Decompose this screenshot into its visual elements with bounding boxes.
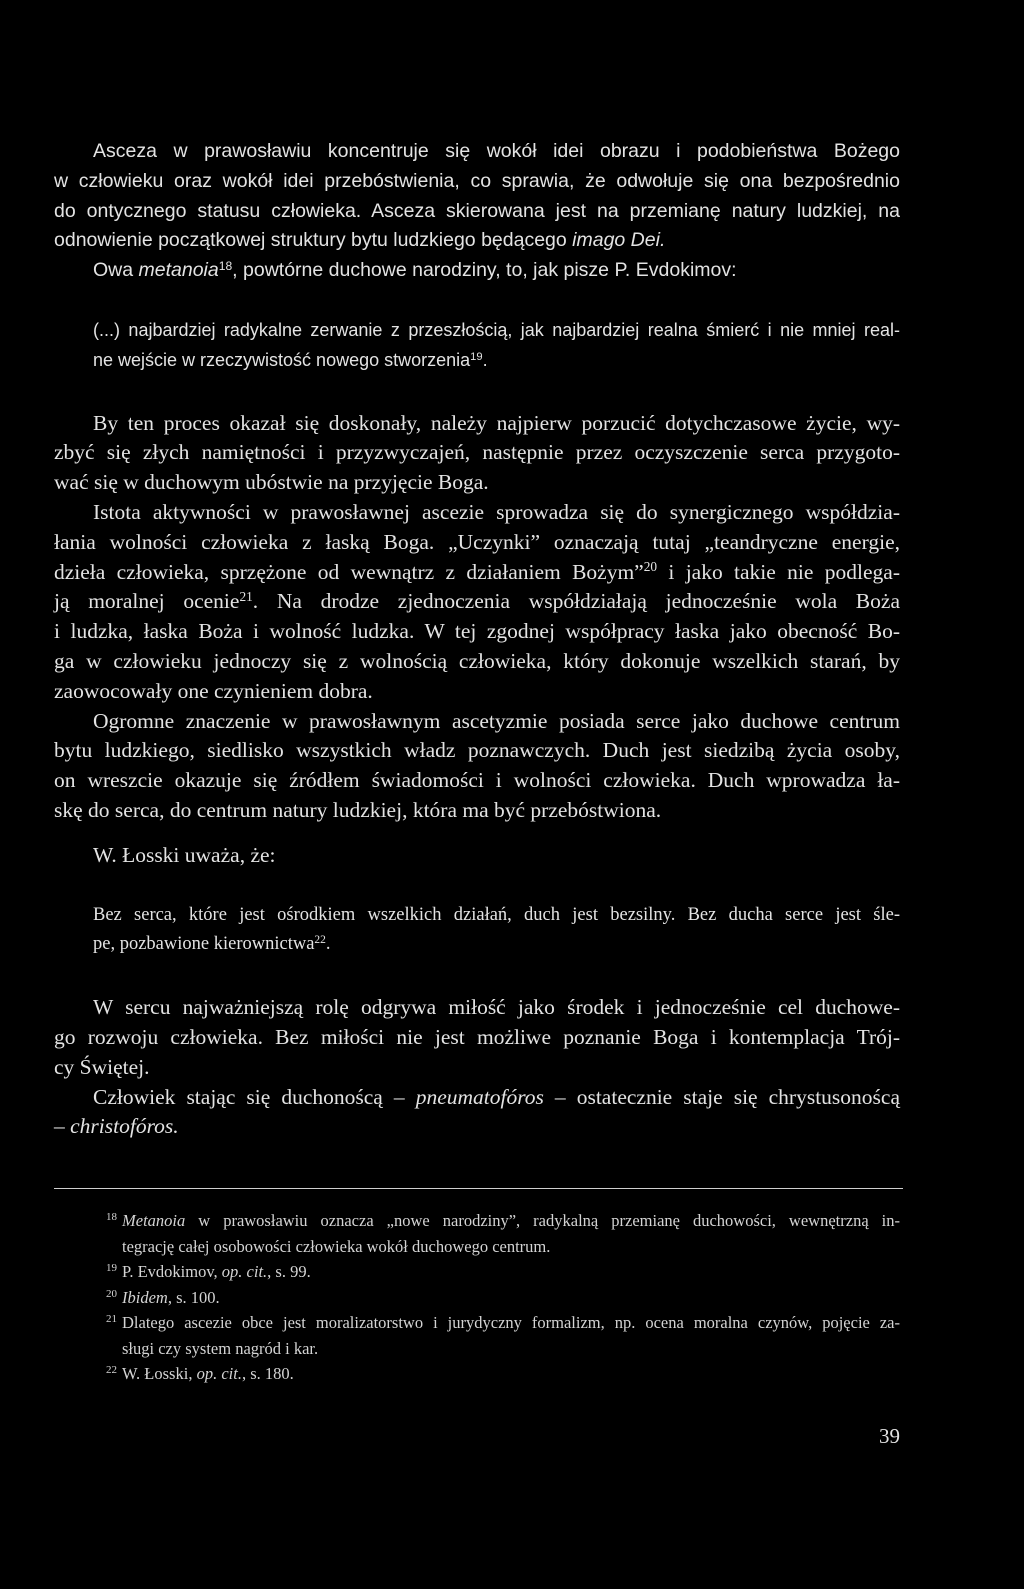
footnote-line (122, 1208, 900, 1234)
text-run: W sercu najważniejszą rolę odgrywa miłość jako środek i jednocześnie cel duchowe- (93, 995, 900, 1020)
text-run: . Na drodze zjednoczenia współdziałają jednocześnie wola Boża (252, 589, 900, 614)
footnote-reference: 21 (239, 589, 253, 605)
text-line (54, 256, 900, 286)
body-text (54, 137, 900, 1142)
italic-text: pneumatofóros (415, 1084, 544, 1109)
text-line (54, 736, 900, 766)
footnote-line (122, 1259, 900, 1285)
text-run: Istota aktywności w prawosławnej ascezie sprowadza się do synergicznego współdzia- (93, 499, 900, 524)
block-quote (93, 901, 900, 961)
text-run: (...) najbardziej radykalne zerwanie z przeszłością, jak najbardziej realna śmierć i nie mniej real- (93, 319, 900, 340)
paragraph (54, 137, 900, 256)
text-line (54, 841, 900, 871)
italic-text: op. cit. (221, 1262, 268, 1281)
text-run: wać się w duchowym ubóstwie na przyjęcie Boga. (54, 470, 489, 495)
text-run: sługi czy system nagród i kar. (122, 1338, 319, 1358)
footnote-line (122, 1361, 900, 1387)
footnote-number: 20 (106, 1287, 117, 1300)
text-run: Owa (93, 259, 139, 282)
footnote-reference: 19 (470, 350, 483, 363)
text-line (93, 316, 900, 346)
text-run: on wreszcie okazuje się źródłem świadomości i wolności człowieka. Duch wprowadza ła- (54, 768, 900, 793)
text-run: w prawosławiu oznacza „nowe narodziny”, radykalną przemianę duchowości, wewnętrzną in- (185, 1211, 900, 1230)
text-run: ją moralnej ocenie (54, 589, 240, 614)
paragraph (54, 256, 900, 286)
text-line (54, 1053, 900, 1083)
text-line (54, 409, 900, 439)
text-run: Dlatego ascezie obce jest moralizatorstwo i jurydyczny formalizm, np. ocena moralna czynów, pojęcie za- (122, 1313, 900, 1332)
italic-text: metanoia (138, 259, 219, 282)
footnote-number: 22 (106, 1364, 117, 1376)
text-line (54, 647, 900, 677)
text-run: Ogromne znaczenie w prawosławnym ascetyzmie posiada serce jako duchowe centrum (93, 708, 900, 733)
text-run: tegrację całej osobowości człowieka wokół duchowego centrum. (122, 1236, 551, 1256)
text-line (93, 930, 900, 960)
text-run: – (54, 1114, 71, 1139)
footnote (106, 1259, 900, 1285)
text-line (54, 1112, 900, 1142)
paragraph (54, 707, 900, 826)
text-run: odnowienie początkowej struktury bytu ludzkiego będącego (54, 229, 573, 252)
footnote-reference: 18 (218, 258, 233, 273)
italic-text: Metanoia (122, 1211, 186, 1230)
text-run: pe, pozbawione kierownictwa (93, 934, 315, 955)
text-run: P. Evdokimov, (122, 1262, 222, 1281)
paragraph (54, 498, 900, 707)
footnote (106, 1285, 900, 1311)
text-run: W. Łosski uważa, że: (93, 842, 276, 867)
footnote-number: 19 (106, 1262, 117, 1274)
paragraph (54, 1083, 900, 1143)
text-run: cy Świętej. (54, 1054, 150, 1079)
text-line (54, 558, 900, 588)
text-line (93, 901, 900, 931)
text-line (54, 796, 900, 826)
text-run: dzieła człowieka, sprzężone od wewnątrz z działaniem Bożym” (54, 559, 644, 584)
text-line (54, 137, 900, 167)
paragraph (54, 841, 900, 871)
text-run: By ten proces okazał się doskonały, należy najpierw porzucić dotychczasowe życie, wy- (93, 410, 900, 435)
text-run: i ludzka, łaska Boża i wolność ludzka. W tej zgodnej współpracy łaska jako obecność Bo- (54, 619, 900, 644)
italic-text: imago Dei. (572, 229, 666, 252)
text-run: W. Łosski, (122, 1364, 197, 1383)
footnote (106, 1310, 900, 1361)
text-run: bytu ludzkiego, siedlisko wszystkich władz poznawczych. Duch jest siedzibą życia osoby, (54, 738, 900, 763)
text-run: i jako takie nie podlega- (657, 559, 900, 584)
footnote-line (122, 1234, 900, 1260)
text-line (54, 766, 900, 796)
footnote-reference: 22 (314, 934, 326, 947)
italic-text: Ibidem (122, 1287, 168, 1307)
text-run: go rozwoju człowieka. Bez miłości nie jest możliwe poznanie Boga i kontemplacja Trój- (54, 1024, 900, 1049)
page-number: 39 (879, 1424, 900, 1448)
text-run: , s. 100. (167, 1287, 220, 1307)
footnote-line (122, 1336, 900, 1362)
text-run: Asceza w prawosławiu koncentruje się wokół idei obrazu i podobieństwa Bożego (93, 140, 900, 162)
footnote-reference: 20 (643, 559, 658, 575)
text-line (54, 226, 900, 256)
text-line (54, 707, 900, 737)
footnote-separator-rule (54, 1188, 903, 1189)
text-line (54, 468, 900, 498)
text-run: zbyć się złych namiętności i przyzwyczajeń, następnie przez oczyszczenie serca przygoto- (54, 440, 900, 465)
text-line (54, 167, 900, 197)
text-run: , powtórne duchowe narodziny, to, jak pisze P. Evdokimov: (232, 259, 737, 282)
footnote-line (122, 1310, 900, 1336)
text-run: do ontycznego statusu człowieka. Asceza skierowana jest na przemianę natury ludzkiej, na (54, 199, 900, 222)
text-line (54, 1083, 900, 1113)
text-line (54, 677, 900, 707)
text-run: ne wejście w rzeczywistość nowego stworzenia (93, 349, 471, 370)
text-run: skę do serca, do centrum natury ludzkiej, która ma być przebóstwiona. (54, 797, 662, 822)
text-line (54, 1023, 900, 1053)
text-run: Człowiek stając się duchonoścą – (93, 1084, 416, 1109)
footnote-number: 21 (106, 1313, 117, 1325)
block-quote (93, 316, 900, 376)
text-line (54, 617, 900, 647)
text-run: , s. 99. (267, 1262, 311, 1281)
text-line (54, 993, 900, 1023)
text-run: , s. 180. (241, 1364, 294, 1383)
text-line (54, 587, 900, 617)
text-line (54, 528, 900, 558)
footnote (106, 1361, 900, 1387)
text-run: Bez serca, które jest ośrodkiem wszelkich działań, duch jest bezsilny. Bez ducha serce jest śle- (93, 904, 900, 925)
footnotes (106, 1208, 900, 1387)
text-run: łania wolności człowieka z łaską Boga. „Uczynki” oznaczają tutaj „teandryczne energie, (54, 529, 900, 554)
paragraph (54, 409, 900, 498)
text-line (54, 197, 900, 227)
text-run: zaowocowały one czynieniem dobra. (54, 678, 373, 703)
italic-text: christofóros. (70, 1114, 179, 1139)
text-run: – ostatecznie staje się chrystusonoścą (543, 1084, 900, 1109)
text-run: ga w człowieku jednoczy się z wolnością człowieka, który dokonuje wszelkich starań, by (54, 648, 900, 673)
text-line (93, 346, 900, 376)
text-line (54, 438, 900, 468)
text-run: . (325, 934, 331, 955)
text-run: . (482, 349, 488, 370)
footnote-number: 18 (106, 1211, 117, 1223)
footnote-line (122, 1285, 900, 1311)
footnote (106, 1208, 900, 1259)
text-line (54, 498, 900, 528)
text-run: w człowieku oraz wokół idei przebóstwienia, co sprawia, że odwołuje się ona bezpośrednio (54, 169, 900, 192)
paragraph (54, 993, 900, 1082)
italic-text: op. cit. (196, 1364, 242, 1383)
